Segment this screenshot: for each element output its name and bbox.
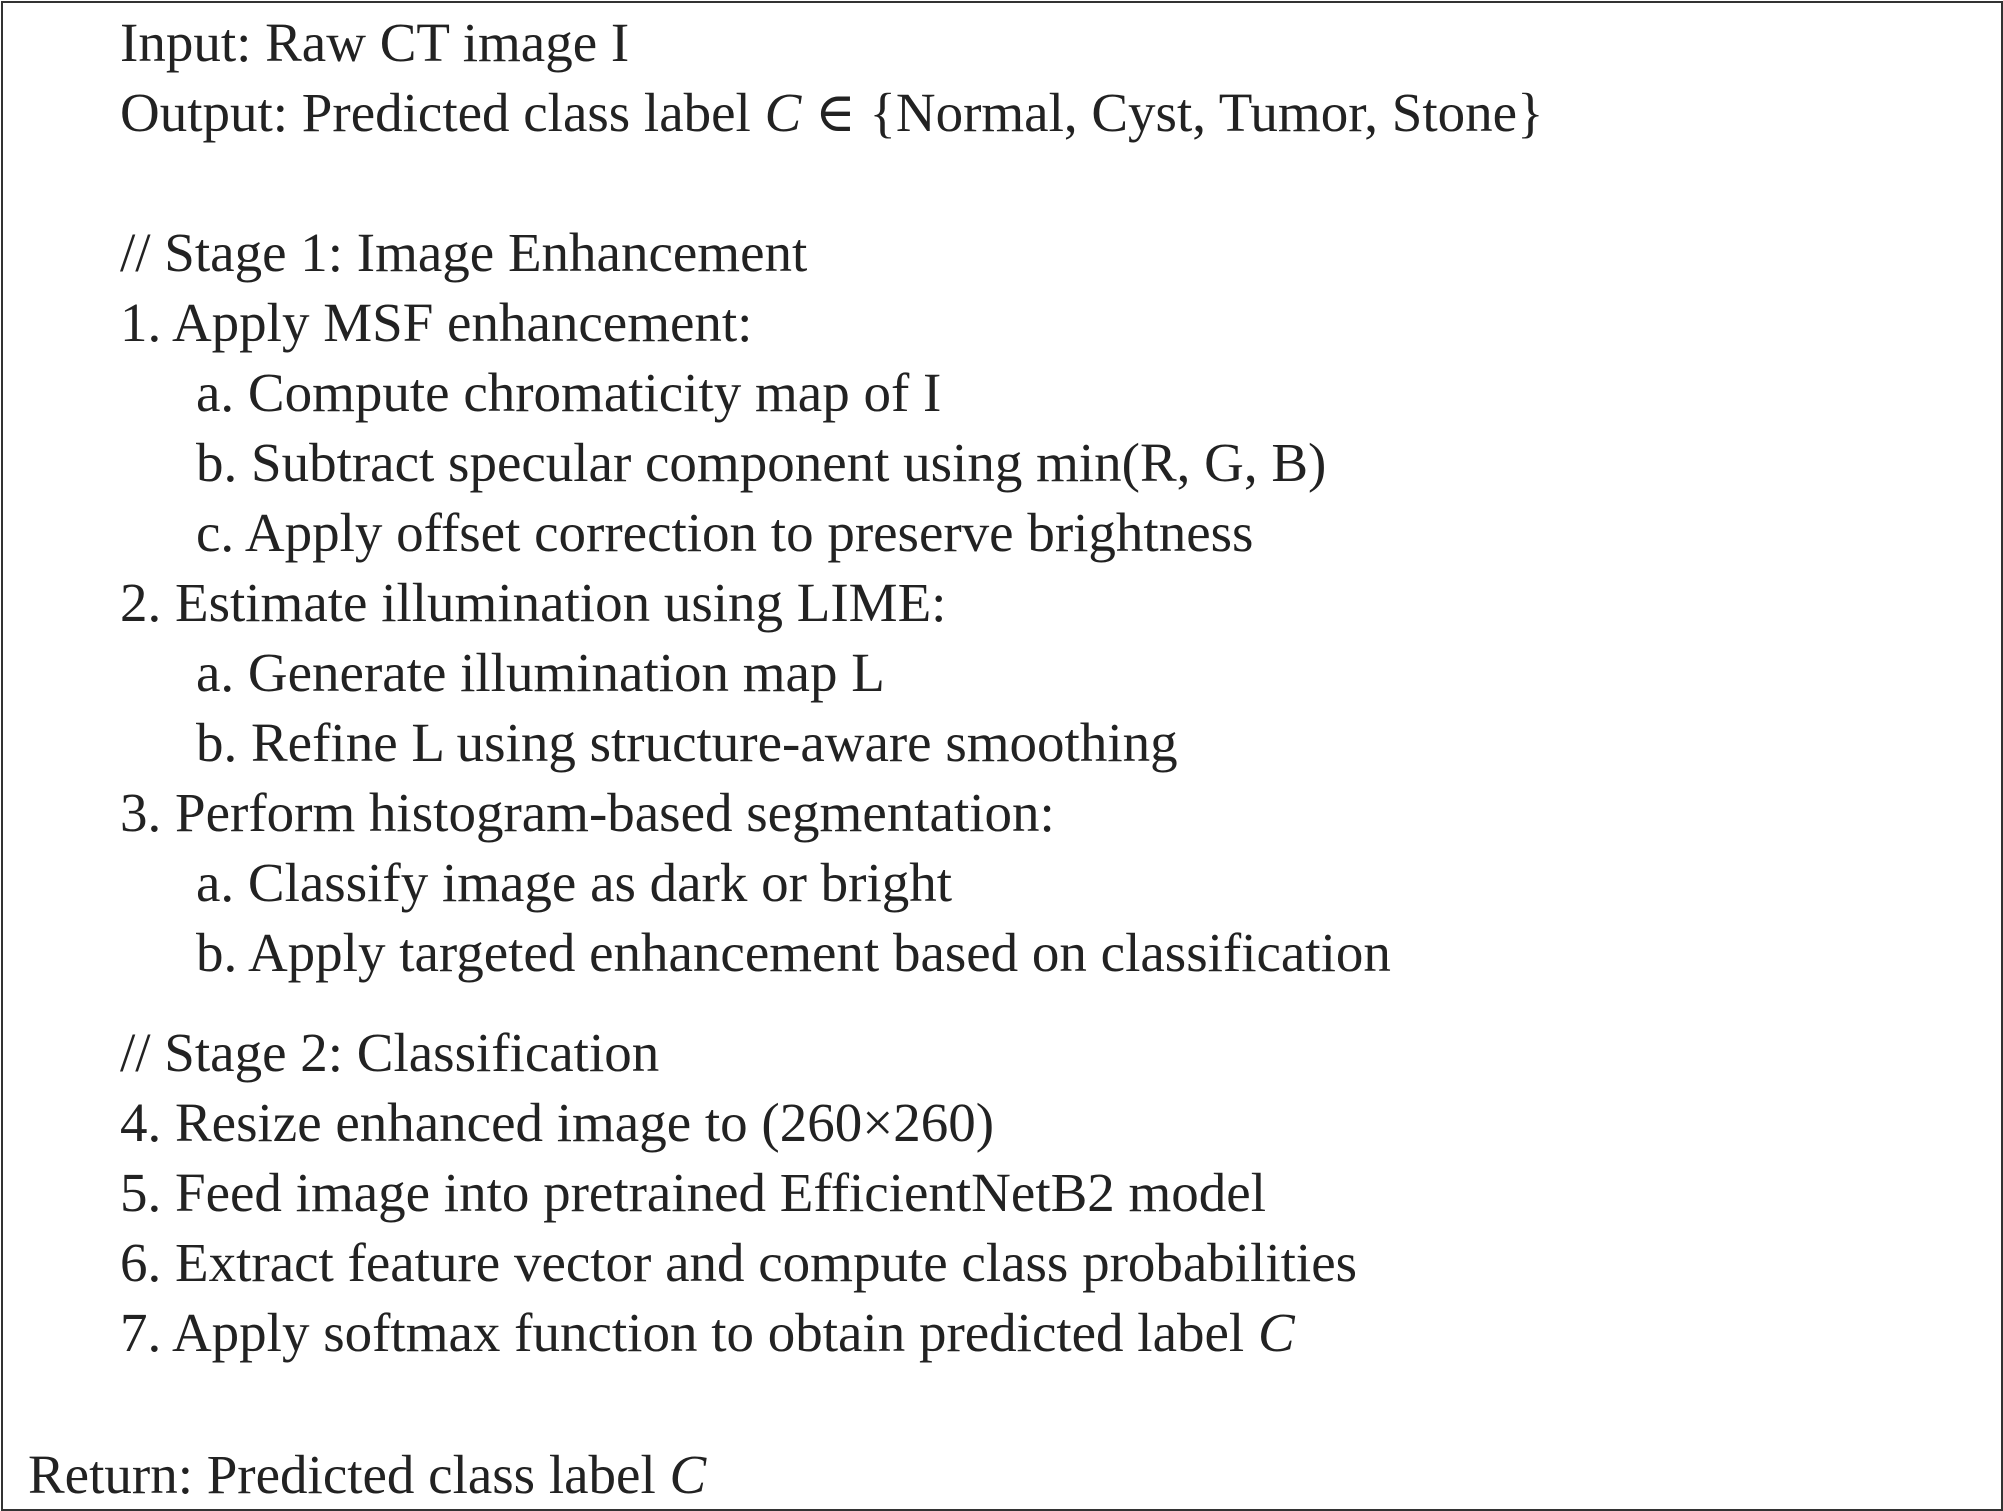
output-line <box>120 82 1544 143</box>
return-variable: C <box>669 1444 707 1505</box>
stage2-comment: // Stage 2: Classification <box>120 1022 660 1083</box>
return-line <box>28 1444 707 1505</box>
output-variable: C <box>764 82 802 143</box>
stage1-comment: // Stage 1: Image Enhancement <box>120 222 808 283</box>
step-5: 5. Feed image into pretrained EfficientNetB2 model <box>120 1162 1267 1223</box>
step-2b: b. Refine L using structure-aware smoothing <box>196 712 1178 773</box>
step-3: 3. Perform histogram-based segmentation: <box>120 782 1055 843</box>
step-1c: c. Apply offset correction to preserve brightness <box>196 502 1254 563</box>
input-text: Input: Raw CT image I <box>120 12 630 73</box>
step-7-text: 7. Apply softmax function to obtain predicted label <box>120 1302 1258 1363</box>
step-4: 4. Resize enhanced image to (260×260) <box>120 1092 995 1153</box>
step-3a: a. Classify image as dark or bright <box>196 852 953 913</box>
step-2: 2. Estimate illumination using LIME: <box>120 572 947 633</box>
output-suffix: ∈ {Normal, Cyst, Tumor, Stone} <box>801 82 1544 143</box>
input-line <box>120 12 630 73</box>
step-3b: b. Apply targeted enhancement based on classification <box>196 922 1391 983</box>
output-prefix: Output: Predicted class label <box>120 82 765 143</box>
step-1a: a. Compute chromaticity map of I <box>196 362 942 423</box>
step-7-variable: C <box>1257 1302 1295 1363</box>
return-text: Return: Predicted class label <box>28 1444 670 1505</box>
step-1b: b. Subtract specular component using min(R, G, B) <box>196 432 1327 493</box>
step-2a: a. Generate illumination map L <box>196 642 885 703</box>
step-7 <box>120 1302 1295 1363</box>
step-1: 1. Apply MSF enhancement: <box>120 292 753 353</box>
step-6: 6. Extract feature vector and compute class probabilities <box>120 1232 1358 1293</box>
